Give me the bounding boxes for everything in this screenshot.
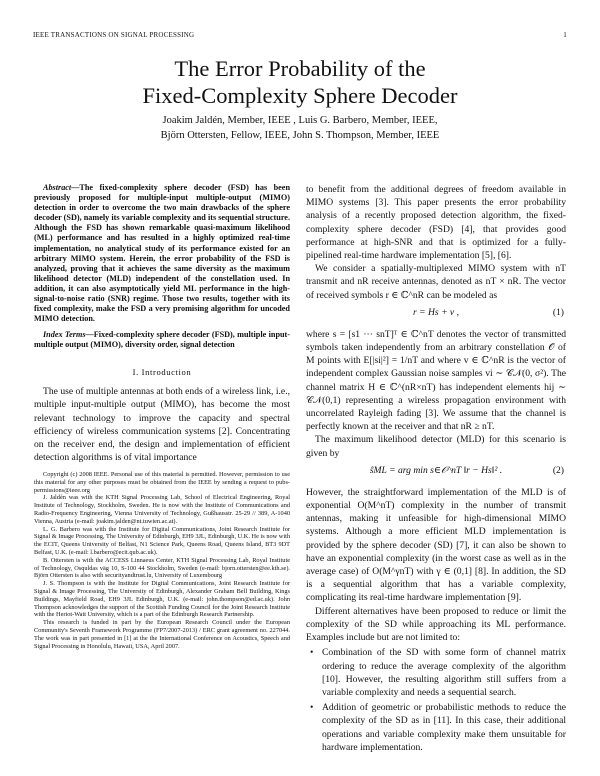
footnote-funding: This research is funded in part by the European Research Council under the European Community's Seventh Framework Programme (FP7/2007-2013) / ERC grant agreement no. 227044. The work was in part presented in [1] at the the International Conference on Acoustics, Speech and Signal Processing in Honolulu, Hawaii, USA, April 2007. [34, 619, 290, 650]
equation-1 [306, 306, 566, 324]
footnote-jalden: J. Jaldén was with the KTH Signal Processing Lab, School of Electrical Engineering, Royal Institute of Technology, Stockholm, Sweden. He is now with the Institute of Communications and Radio-Frequency Engineering, Vienna University of Technology, Gußhausstr. 25-29 // 389, A-1040 Vienna, Austria (e-mail: joakim.jalden@nt.tuwien.ac.at). [34, 494, 290, 525]
list-item [306, 646, 566, 699]
title-line-2: Fixed-Complexity Sphere Decoder [142, 83, 458, 108]
footnote-copyright: Copyright (c) 2008 IEEE. Personal use of this material is permitted. However, permission to use this material for any other purposes must be obtained from the IEEE by sending a request to pubs-permissions@ieee.org [34, 471, 290, 494]
right-paragraph-1: to benefit from the additional degrees of freedom available in MIMO systems [3]. This paper presents the error probability analysis of a recently proposed detection algorithm, the fixed-complexity sphere decoder (FSD) [4], that provides good performance at high-SNR and that is optimized for a fully-pipelined real-time hardware implementation [5], [6]. [306, 184, 566, 262]
equation-2-expression: ŝML = arg min s∈𝒪^nT ‖r − Hs‖² . [369, 464, 503, 476]
index-terms-text: —Fixed-complexity sphere decoder (FSD), multiple input-multiple output (MIMO), diversity order, signal detection [34, 330, 290, 350]
right-column [306, 183, 566, 756]
page-number: 1 [563, 31, 567, 39]
footnotes [34, 471, 290, 650]
list-item-text: Addition of geometric or probabilistic methods to reduce the complexity of the SD as in [11]. In this case, their additional operations and variable complexity make them unsuitable for hardware implementation. [322, 702, 566, 753]
authors-line-2: Björn Ottersten, Fellow, IEEE, John S. Thompson, Member, IEEE [160, 130, 440, 141]
right-paragraph-5: However, the straightforward implementation of the MLD is of exponential O(M^nT) complexity in the number of transmit antennas, making it unfeasible for high-dimensional MIMO systems. Although a more efficient MLD implementation is provided by the sphere decoder (SD) [7], it can also be shown to have an exponential complexity (in the worst case as well as in the average case) of O(M^γnT) with γ ∈ (0,1] [8]. In addition, the SD is a sequential algorithm that has a variable complexity, complicating its real-time hardware implementation [9]. [306, 486, 566, 604]
authors-line-1: Joakim Jaldén, Member, IEEE , Luis G. Barbero, Member, IEEE, [162, 115, 438, 126]
equation-1-number: (1) [552, 306, 564, 318]
equation-2-number: (2) [552, 464, 564, 476]
index-terms [34, 330, 290, 350]
right-paragraph-6: Different alternatives have been proposed to reduce or limit the complexity of the SD while approaching its ML performance. Examples include but are not limited to: [306, 605, 566, 644]
index-terms-lead: Index Terms [43, 330, 86, 340]
right-paragraph-4: The maximum likelihood detector (MLD) for this scenario is given by [306, 434, 566, 459]
right-paragraph-3: where s = [s1 ··· snT]ᵀ ∈ ℂ^nT denotes the vector of transmitted symbols taken independently from an arbitrary constellation 𝒪 of M points with E[|si|²] = 1/nT and where v ∈ ℂ^nR is the vector of independent complex Gaussian noise samples vi ∼ 𝒞𝒩(0, σ²). The channel matrix H ∈ ℂ^(nR×nT) has independent elements hij ∼ 𝒞𝒩(0,1) representing a wireless propagation environment with uncorrelated Rayleigh fading [3]. We assume that the channel is perfectly known at the receiver and that nR ≥ nT. [306, 328, 566, 433]
abstract [34, 183, 290, 324]
bullet-glyph: • [310, 702, 314, 714]
section-heading-introduction: I. Introduction [132, 366, 192, 377]
footnote-ottersten: B. Ottersten is with the ACCESS Linnaeus Center, KTH Signal Processing Lab, Royal Institute of Technology, Osquldas väg 10, S-100 44 Stockholm, Sweden (e-mail: bjorn.ottersten@ee.kth.se). Björn Ottersten is also with securityandtrust.lu, University of Luxembourg [34, 556, 290, 580]
title-line-1: The Error Probability of the [174, 56, 426, 81]
paper-title [0, 55, 600, 109]
footnote-thompson: J. S. Thompson is with the Institute for Digital Communications, Joint Research Institute for Signal & Image Processing, The University of Edinburgh, Alexander Graham Bell Building, Kings Buildings, Mayfield Road, EH9 3JL Edinburgh, U.K. (e-mail: john.thompson@ed.ac.uk). John Thompson acknowledges the support of the Scottish Funding Council for the Joint Research Institute with the Heriot-Watt University, which is a part of the Edinburgh Research Partnership. [34, 580, 290, 619]
journal-name: IEEE TRANSACTIONS ON SIGNAL PROCESSING [33, 31, 195, 39]
author-list [0, 113, 600, 143]
abstract-text: —The fixed-complexity sphere decoder (FSD) has been previously proposed for multiple-input multiple-output (MIMO) detection in order to overcome the two main drawbacks of the sphere decoder (SD), namely its variable complexity and its sequential structure. Although the FSD has shown remarkable quasi-maximum likelihood (ML) performance and has resulted in a highly optimized real-time implementation, no analytical study of its performance existed for an arbitrary MIMO system. Herein, the error probability of the FSD is analyzed, proving that it achieves the same diversity as the maximum likelihood detector (MLD) independent of the constellation used. In addition, it can also asymptotically yield ML performance in the high-signal-to-noise ratio (SNR) regime. Those two results, together with its fixed complexity, make the FSD a very promising algorithm for uncoded MIMO detection. [34, 183, 290, 324]
equation-1-expression: r = Hs + v , [413, 306, 459, 318]
left-column [34, 183, 290, 464]
equation-2 [306, 464, 566, 482]
footnote-barbero: L. G. Barbero was with the Institute for Digital Communications, Joint Research Institute for Signal & Image Processing, The University of Edinburgh, EH9 3JL, Edinburgh, U.K. He is now with the ECIT, Queens University of Belfast, N1 Science Park, Queens Road, Queens Island, BT3 9DT Belfast, U.K. (e-mail: l.barbero@ecit.qub.ac.uk). [34, 525, 290, 556]
list-item-text: Combination of the SD with some form of channel matrix ordering to reduce the average complexity of the algorithm [10]. However, the resulting algorithm still suffers from a variable complexity and needs a sequential search. [322, 647, 566, 698]
right-paragraph-2: We consider a spatially-multiplexed MIMO system with nT transmit and nR receive antennas, denoted as nT × nR. The vector of received symbols r ∈ ℂ^nR can be modeled as [306, 263, 566, 301]
bullet-list [306, 646, 566, 754]
abstract-lead: Abstract [43, 183, 72, 192]
bullet-glyph: • [310, 647, 314, 659]
list-item [306, 701, 566, 754]
introduction-paragraph: The use of multiple antennas at both ends of a wireless link, i.e., multiple input-multiple output (MIMO), has become the most relevant technology to improve the capacity and spectral efficiency of wireless communication systems [2]. Concentrating on the receiver end, the design and implementation of efficient detection algorithms is of vital importance [34, 386, 290, 464]
